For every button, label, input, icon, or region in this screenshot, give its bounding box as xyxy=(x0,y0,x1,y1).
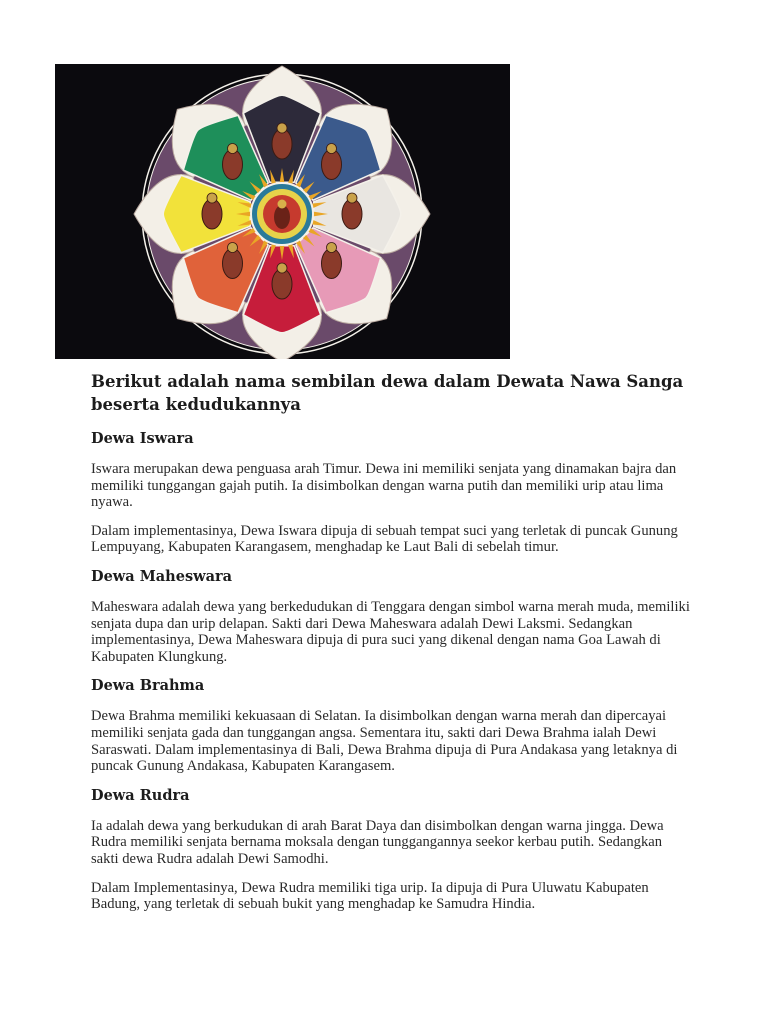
deity-figure xyxy=(202,199,222,229)
article-heading: Berikut adalah nama sembilan dewa dalam Dewata Nawa Sanga beserta kedudukannya xyxy=(91,372,684,414)
section-title-brahma: Dewa Brahma xyxy=(91,677,205,695)
deity-figure xyxy=(321,248,341,278)
deity-figure xyxy=(223,248,243,278)
deity-head xyxy=(228,242,238,252)
paragraph-brahma-1: Dewa Brahma memiliki kekuasaan di Selatan. Ia disimbolkan dengan warna merah dan dipercayai memiliki senjata gada dan tunggangan angsa. Sementara itu, sakti dari Dewa Brahma ialah Dewi Saraswati. Dalam implementasinya di Bali, Dewa Brahma dipuja di Pura Andakasa yang letaknya di puncak Gunung Andakasa, Kabupaten Karangasem. xyxy=(91,708,678,775)
paragraph-maheswara-1: Maheswara adalah dewa yang berkedudukan di Tenggara dengan simbol warna merah muda, memiliki senjata dupa dan urip delapan. Sakti dari Dewa Maheswara adalah Dewi Laksmi. Sedangkan implementasinya, Dewa Maheswara dipuja di pura suci yang dikenal dengan nama Goa Lawah di Kabupaten Klungkung. xyxy=(91,598,690,665)
mandala-svg xyxy=(55,64,510,359)
nawa-sanga-illustration xyxy=(55,64,510,359)
article-content xyxy=(91,370,691,925)
deity-head xyxy=(326,144,336,154)
section-title-iswara: Dewa Iswara xyxy=(91,430,194,447)
paragraph-iswara-2: Dalam implementasinya, Dewa Iswara dipuja di sebuah tempat suci yang terletak di puncak Gunung Lempuyang, Kabupaten Karangasem, menghadap ke Laut Bali di sebelah timur. xyxy=(91,522,678,556)
deity-figure xyxy=(272,269,292,299)
deity-figure xyxy=(223,150,243,180)
center-deity-head xyxy=(278,200,287,209)
deity-head xyxy=(347,193,357,203)
deity-figure xyxy=(342,199,362,229)
center-deity xyxy=(274,205,290,229)
deity-head xyxy=(326,242,336,252)
deity-head xyxy=(277,123,287,133)
deity-figure xyxy=(272,129,292,159)
deity-head xyxy=(277,263,287,273)
deity-head xyxy=(207,193,217,203)
deity-head xyxy=(228,144,238,154)
paragraph-rudra-1: Ia adalah dewa yang berkudukan di arah Barat Daya dan disimbolkan dengan warna jingga. Dewa Rudra memiliki senjata bernama moksala dengan tunggangannya seekor kerbau putih. Sedangkan sakti dewa Rudra adalah Dewi Samodhi. xyxy=(91,817,664,867)
paragraph-rudra-2: Dalam Implementasinya, Dewa Rudra memiliki tiga urip. Ia dipuja di Pura Uluwatu Kabupaten Badung, yang terletak di sebuah bukit yang menghadap ke Samudra Hindia. xyxy=(91,879,649,913)
section-title-rudra: Dewa Rudra xyxy=(91,786,190,804)
section-title-maheswara: Dewa Maheswara xyxy=(91,567,233,585)
paragraph-iswara-1: Iswara merupakan dewa penguasa arah Timur. Dewa ini memiliki senjata yang dinamakan bajra dan memiliki tunggangan gajah putih. Ia disimbolkan dengan warna putih dan memiliki urip atau lima nyawa. xyxy=(91,461,677,511)
deity-figure xyxy=(321,150,341,180)
